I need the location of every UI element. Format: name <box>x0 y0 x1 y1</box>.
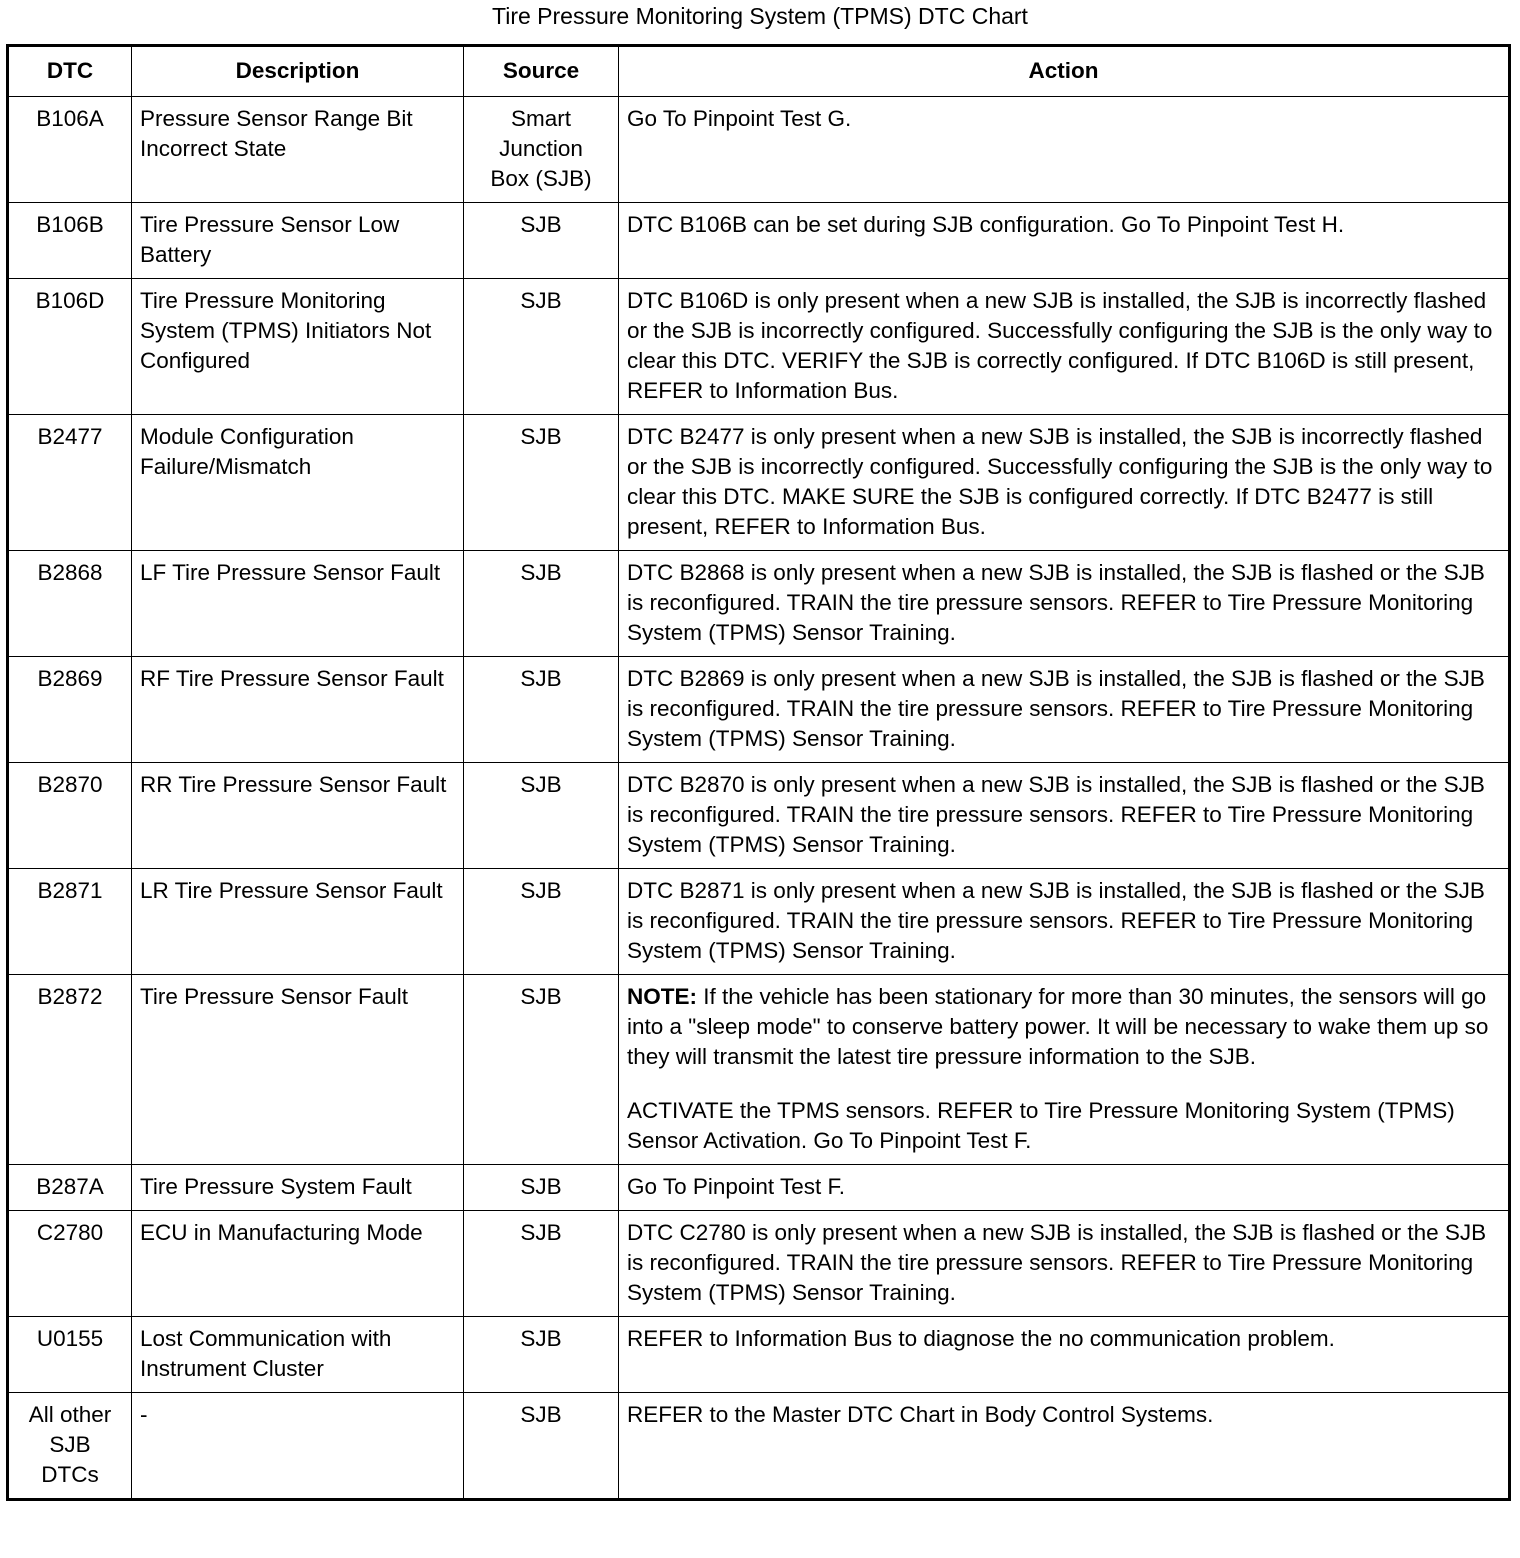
dtc-action: REFER to Information Bus to diagnose the no communication problem. <box>619 1317 1510 1393</box>
dtc-source: SJB <box>464 657 619 763</box>
table-row <box>8 1211 1510 1317</box>
header-row <box>8 46 1510 97</box>
dtc-source: SJB <box>464 869 619 975</box>
dtc-code: B287A <box>8 1165 132 1211</box>
dtc-description: RR Tire Pressure Sensor Fault <box>132 763 464 869</box>
dtc-source: SJB <box>464 1317 619 1393</box>
dtc-code: B2869 <box>8 657 132 763</box>
dtc-code: B106A <box>8 97 132 203</box>
table-row <box>8 1317 1510 1393</box>
dtc-description: RF Tire Pressure Sensor Fault <box>132 657 464 763</box>
dtc-description: Tire Pressure Sensor Low Battery <box>132 203 464 279</box>
dtc-description: Tire Pressure Sensor Fault <box>132 975 464 1165</box>
dtc-action-cell <box>619 975 1510 1165</box>
dtc-action: DTC B106B can be set during SJB configuration. Go To Pinpoint Test H. <box>619 203 1510 279</box>
dtc-action: DTC B2871 is only present when a new SJB is installed, the SJB is flashed or the SJB is reconfigured. TRAIN the tire pressure sensors. REFER to Tire Pressure Monitoring System (TPMS) Sensor Training. <box>619 869 1510 975</box>
column-header-source: Source <box>464 46 619 97</box>
column-header-action: Action <box>619 46 1510 97</box>
column-header-description: Description <box>132 46 464 97</box>
dtc-action: DTC B2869 is only present when a new SJB is installed, the SJB is flashed or the SJB is reconfigured. TRAIN the tire pressure sensors. REFER to Tire Pressure Monitoring System (TPMS) Sensor Training. <box>619 657 1510 763</box>
table-row <box>8 975 1510 1165</box>
dtc-code: B2870 <box>8 763 132 869</box>
dtc-description: Module Configuration Failure/Mismatch <box>132 415 464 551</box>
table-row <box>8 1165 1510 1211</box>
dtc-table <box>6 44 1511 1501</box>
dtc-source: SJB <box>464 1165 619 1211</box>
table-row <box>8 203 1510 279</box>
dtc-source: SJB <box>464 203 619 279</box>
dtc-source: SJB <box>464 1393 619 1500</box>
dtc-source: Smart Junction Box (SJB) <box>464 97 619 203</box>
table-row <box>8 1393 1510 1500</box>
dtc-action: REFER to the Master DTC Chart in Body Control Systems. <box>619 1393 1510 1500</box>
dtc-action: Go To Pinpoint Test F. <box>619 1165 1510 1211</box>
dtc-description: ECU in Manufacturing Mode <box>132 1211 464 1317</box>
dtc-code: B2871 <box>8 869 132 975</box>
dtc-description: Tire Pressure Monitoring System (TPMS) Initiators Not Configured <box>132 279 464 415</box>
table-row <box>8 415 1510 551</box>
dtc-action: DTC B2868 is only present when a new SJB is installed, the SJB is flashed or the SJB is reconfigured. TRAIN the tire pressure sensors. REFER to Tire Pressure Monitoring System (TPMS) Sensor Training. <box>619 551 1510 657</box>
table-row <box>8 279 1510 415</box>
dtc-code: B2868 <box>8 551 132 657</box>
note-label: NOTE: <box>627 984 697 1009</box>
table-row <box>8 763 1510 869</box>
dtc-description: LR Tire Pressure Sensor Fault <box>132 869 464 975</box>
dtc-source: SJB <box>464 975 619 1165</box>
dtc-code: All other SJB DTCs <box>8 1393 132 1500</box>
dtc-action: DTC B106D is only present when a new SJB is installed, the SJB is incorrectly flashed or the SJB is incorrectly configured. Successfully configuring the SJB is the only way to clear this DTC. VERIFY the SJB is correctly configured. If DTC B106D is still present, REFER to Information Bus. <box>619 279 1510 415</box>
dtc-source: SJB <box>464 279 619 415</box>
column-header-dtc: DTC <box>8 46 132 97</box>
chart-title: Tire Pressure Monitoring System (TPMS) DTC Chart <box>492 3 1028 29</box>
dtc-description: Tire Pressure System Fault <box>132 1165 464 1211</box>
note-paragraph <box>627 982 1500 1072</box>
dtc-description: - <box>132 1393 464 1500</box>
table-row <box>8 551 1510 657</box>
dtc-code: C2780 <box>8 1211 132 1317</box>
dtc-source: SJB <box>464 1211 619 1317</box>
dtc-description: Pressure Sensor Range Bit Incorrect State <box>132 97 464 203</box>
dtc-code: U0155 <box>8 1317 132 1393</box>
dtc-action: DTC C2780 is only present when a new SJB is installed, the SJB is flashed or the SJB is reconfigured. TRAIN the tire pressure sensors. REFER to Tire Pressure Monitoring System (TPMS) Sensor Training. <box>619 1211 1510 1317</box>
dtc-description: LF Tire Pressure Sensor Fault <box>132 551 464 657</box>
dtc-action: ACTIVATE the TPMS sensors. REFER to Tire Pressure Monitoring System (TPMS) Sensor Activation. Go To Pinpoint Test F. <box>627 1098 1455 1153</box>
dtc-code: B106D <box>8 279 132 415</box>
table-row <box>8 97 1510 203</box>
dtc-code: B2872 <box>8 975 132 1165</box>
dtc-action: DTC B2477 is only present when a new SJB is installed, the SJB is incorrectly flashed or the SJB is incorrectly configured. Successfully configuring the SJB is the only way to clear this DTC. MAKE SURE the SJB is configured correctly. If DTC B2477 is still present, REFER to Information Bus. <box>619 415 1510 551</box>
dtc-code: B106B <box>8 203 132 279</box>
note-text: If the vehicle has been stationary for more than 30 minutes, the sensors will go into a "sleep mode" to conserve battery power. It will be necessary to wake them up so they will transmit the latest tire pressure information to the SJB. <box>627 984 1489 1069</box>
table-row <box>8 657 1510 763</box>
table-row <box>8 869 1510 975</box>
dtc-source: SJB <box>464 551 619 657</box>
dtc-source: SJB <box>464 415 619 551</box>
dtc-code: B2477 <box>8 415 132 551</box>
dtc-description: Lost Communication with Instrument Cluster <box>132 1317 464 1393</box>
dtc-source: SJB <box>464 763 619 869</box>
dtc-action: Go To Pinpoint Test G. <box>619 97 1510 203</box>
dtc-action: DTC B2870 is only present when a new SJB is installed, the SJB is flashed or the SJB is reconfigured. TRAIN the tire pressure sensors. REFER to Tire Pressure Monitoring System (TPMS) Sensor Training. <box>619 763 1510 869</box>
